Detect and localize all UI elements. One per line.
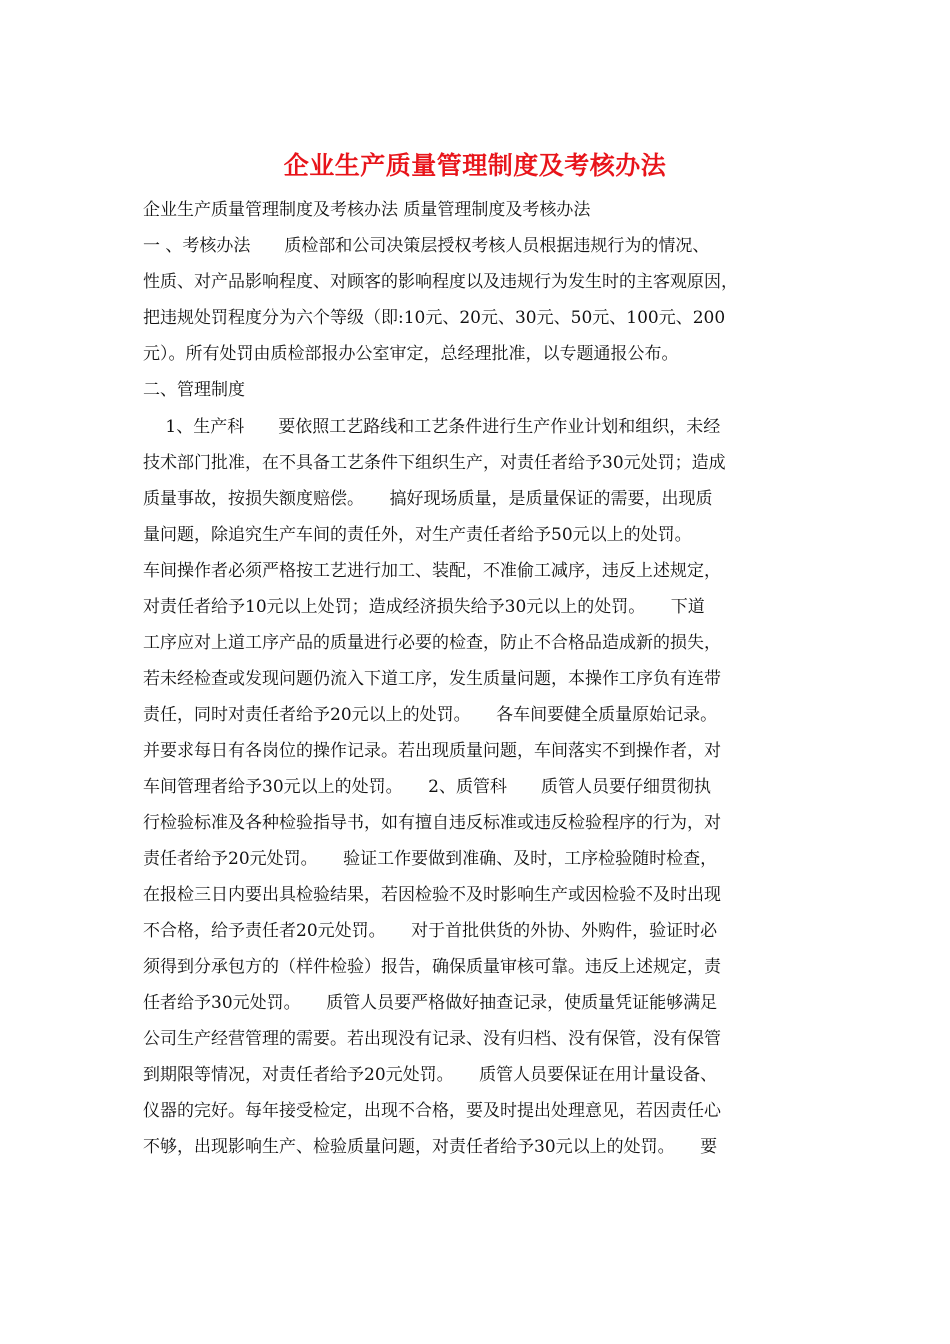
text-line: 责任者给予20元处罚。 验证工作要做到准确、及时，工序检验随时检查， [143, 849, 718, 869]
text-line: 技术部门批准，在不具备工艺条件下组织生产，对责任者给予30元处罚；造成 [143, 453, 726, 473]
text-line: 须得到分承包方的（样件检验）报告，确保质量审核可靠。违反上述规定，责 [143, 957, 721, 977]
text-line: 在报检三日内要出具检验结果，若因检验不及时影响生产或因检验不及时出现 [143, 885, 721, 905]
text-line: 工序应对上道工序产品的质量进行必要的检查，防止不合格品造成新的损失， [143, 633, 721, 653]
text-line: 企业生产质量管理制度及考核办法 质量管理制度及考核办法 [143, 200, 591, 220]
text-line: 到期限等情况，对责任者给予20元处罚。 质管人员要保证在用计量设备、 [143, 1065, 718, 1085]
text-line: 性质、对产品影响程度、对顾客的影响程度以及违规行为发生时的主客观原因， [143, 272, 738, 292]
text-line: 责任，同时对责任者给予20元以上的处罚。 各车间要健全质量原始记录。 [143, 705, 718, 725]
text-line: 车间操作者必须严格按工艺进行加工、装配，不准偷工减序，违反上述规定， [143, 561, 721, 581]
text-line: 对责任者给予10元以上处罚；造成经济损失给予30元以上的处罚。 下道 [143, 597, 705, 617]
text-line: 公司生产经营管理的需要。若出现没有记录、没有归档、没有保管，没有保管 [143, 1029, 721, 1049]
text-line: 不合格，给予责任者20元处罚。 对于首批供货的外协、外购件，验证时必 [143, 921, 718, 941]
text-line: 行检验标准及各种检验指导书，如有擅自违反标准或违反检验程序的行为，对 [143, 813, 721, 833]
text-line: 把违规处罚程度分为六个等级（即:10元、20元、30元、50元、100元、200 [143, 308, 726, 328]
text-line: 二、管理制度 [143, 380, 245, 400]
text-line: 仪器的完好。每年接受检定，出现不合格，要及时提出处理意见，若因责任心 [143, 1101, 721, 1121]
text-line: 并要求每日有各岗位的操作记录。若出现质量问题，车间落实不到操作者，对 [143, 741, 721, 761]
text-line: 质量事故，按损失额度赔偿。 搞好现场质量，是质量保证的需要，出现质 [143, 489, 713, 509]
text-line: 任者给予30元处罚。 质管人员要严格做好抽查记录，使质量凭证能够满足 [143, 993, 718, 1013]
document-title: 企业生产质量管理制度及考核办法 [283, 151, 667, 180]
text-line: 一 、考核办法 质检部和公司决策层授权考核人员根据违规行为的情况、 [143, 236, 710, 256]
text-line: 若未经检查或发现问题仍流入下道工序，发生质量问题，本操作工序负有连带 [143, 669, 721, 689]
text-line: 1、生产科 要依照工艺路线和工艺条件进行生产作业计划和组织，未经 [143, 417, 721, 437]
text-line: 量问题，除追究生产车间的责任外，对生产责任者给予50元以上的处罚。 [143, 525, 692, 545]
text-line: 车间管理者给予30元以上的处罚。 2、质管科 质管人员要仔细贯彻执 [143, 777, 711, 797]
text-line: 不够，出现影响生产、检验质量问题，对责任者给予30元以上的处罚。 要 [143, 1137, 718, 1157]
text-line: 元）。所有处罚由质检部报办公室审定，总经理批准，以专题通报公布。 [143, 344, 679, 364]
